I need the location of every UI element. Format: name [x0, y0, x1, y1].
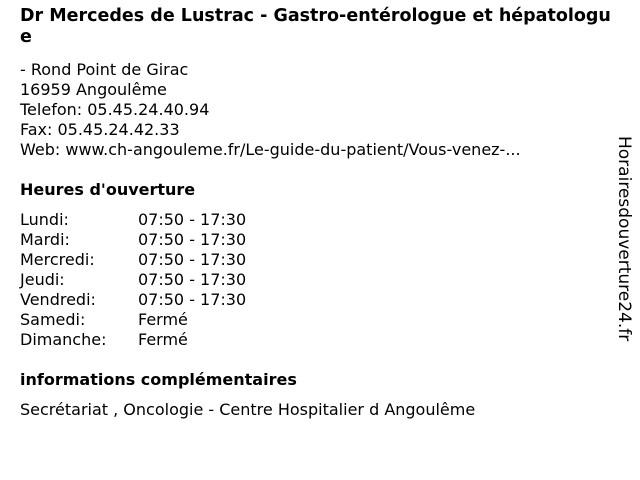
time-value: 07:50 - 17:30 [138, 230, 247, 249]
hours-row-monday [20, 210, 610, 230]
hours-row-friday [20, 290, 610, 310]
time-value: 07:50 - 17:30 [138, 270, 247, 289]
brand-watermark: Horairesdouverture24.fr [614, 136, 634, 342]
address-block [20, 60, 610, 160]
day-label: Mardi: [20, 230, 70, 249]
additional-info-text: Secrétariat , Oncologie - Centre Hospitalier d Angoulême [20, 400, 476, 419]
hours-row-sunday [20, 330, 610, 350]
hours-row-saturday [20, 310, 610, 330]
time-value: Fermé [138, 310, 188, 329]
additional-info-heading: informations complémentaires [20, 370, 297, 389]
opening-hours-heading: Heures d'ouverture [20, 180, 196, 199]
business-card [20, 6, 610, 420]
day-label: Vendredi: [20, 290, 96, 309]
day-label: Samedi: [20, 310, 86, 329]
day-label: Jeudi: [20, 270, 65, 289]
time-value: Fermé [138, 330, 188, 349]
address-city: 16959 Angoulême [20, 80, 167, 99]
day-label: Lundi: [20, 210, 69, 229]
time-value: 07:50 - 17:30 [138, 290, 247, 309]
address-street: - Rond Point de Girac [20, 60, 189, 79]
web-link[interactable]: Web: www.ch-angouleme.fr/Le-guide-du-patient/Vous-venez-... [20, 140, 521, 159]
day-label: Mercredi: [20, 250, 95, 269]
hours-row-tuesday [20, 230, 610, 250]
opening-hours-table [20, 210, 610, 350]
time-value: 07:50 - 17:30 [138, 250, 247, 269]
fax-line: Fax: 05.45.24.42.33 [20, 120, 180, 139]
hours-row-thursday [20, 270, 610, 290]
phone-line: Telefon: 05.45.24.40.94 [20, 100, 210, 119]
day-label: Dimanche: [20, 330, 107, 349]
page-title: Dr Mercedes de Lustrac - Gastro-entérologue et hépatologue [20, 6, 611, 47]
hours-row-wednesday [20, 250, 610, 270]
time-value: 07:50 - 17:30 [138, 210, 247, 229]
